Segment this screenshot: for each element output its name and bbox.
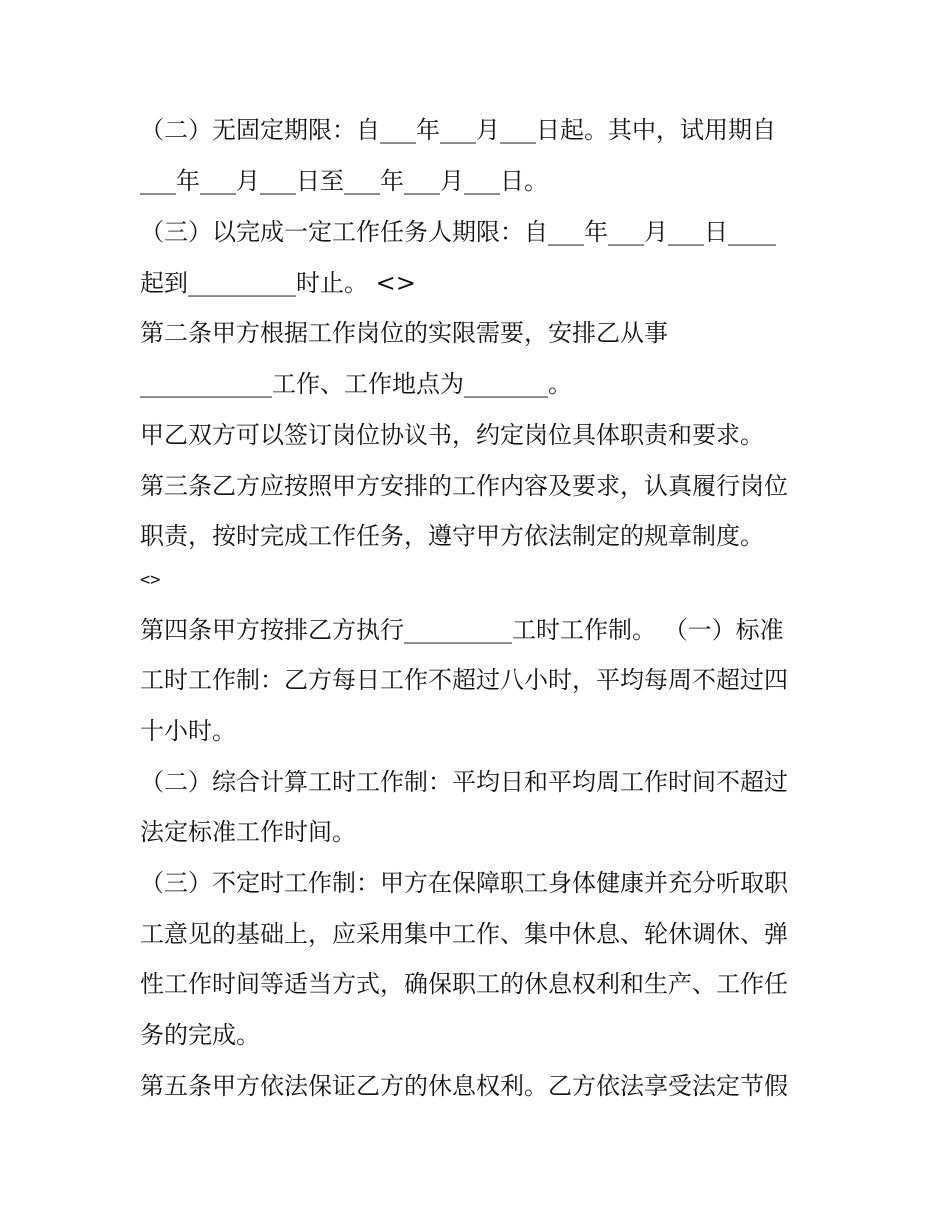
text-line-7: 甲乙双方可以签订岗位协议书，约定岗位具体职责和要求。 [140,421,764,449]
text-line-9: 职责，按时完成工作任务，遵守甲方依法制定的规章制度。 [140,522,764,550]
text-line-8: 第三条乙方应按照甲方安排的工作内容及要求，认真履行岗位 [140,472,788,500]
text-line-2: ___年___月___日至___年___月___日。 [140,167,548,195]
text-line-17: 工意见的基础上，应采用集中工作、集中休息、轮休调休、弹 [140,920,788,948]
text-line-10: <> [140,570,161,590]
text-line-6: ___________工作、工作地点为_______。 [140,370,572,398]
text-line-5: 第二条甲方根据工作岗位的实限需要，安排乙从事 [140,319,668,347]
text-line-19: 务的完成。 [140,1021,260,1049]
text-line-14: （二）综合计算工时工作制：平均日和平均周工作时间不超过 [140,768,788,796]
text-line-4: 起到_________时止。 <> [140,269,416,297]
text-line-16: （三）不定时工作制：甲方在保障职工身体健康并充分听取职 [140,869,788,897]
text-line-12: 工时工作制：乙方每日工作不超过八小时，平均每周不超过四 [140,666,788,694]
text-line-18: 性工作时间等适当方式，确保职工的休息权利和生产、工作任 [140,970,788,998]
text-line-15: 法定标准工作时间。 [140,818,356,846]
text-line-11: 第四条甲方按排乙方执行_________工时工作制。 （一）标准 [140,616,784,644]
text-line-13: 十小时。 [140,717,236,745]
text-line-20: 第五条甲方依法保证乙方的休息权利。乙方依法享受法定节假 [140,1072,788,1100]
text-line-1: （二）无固定期限：自___年___月___日起。其中，试用期自 [140,116,776,144]
text-line-3: （三）以完成一定工作任务人期限：自___年___月___日____ [140,218,776,246]
